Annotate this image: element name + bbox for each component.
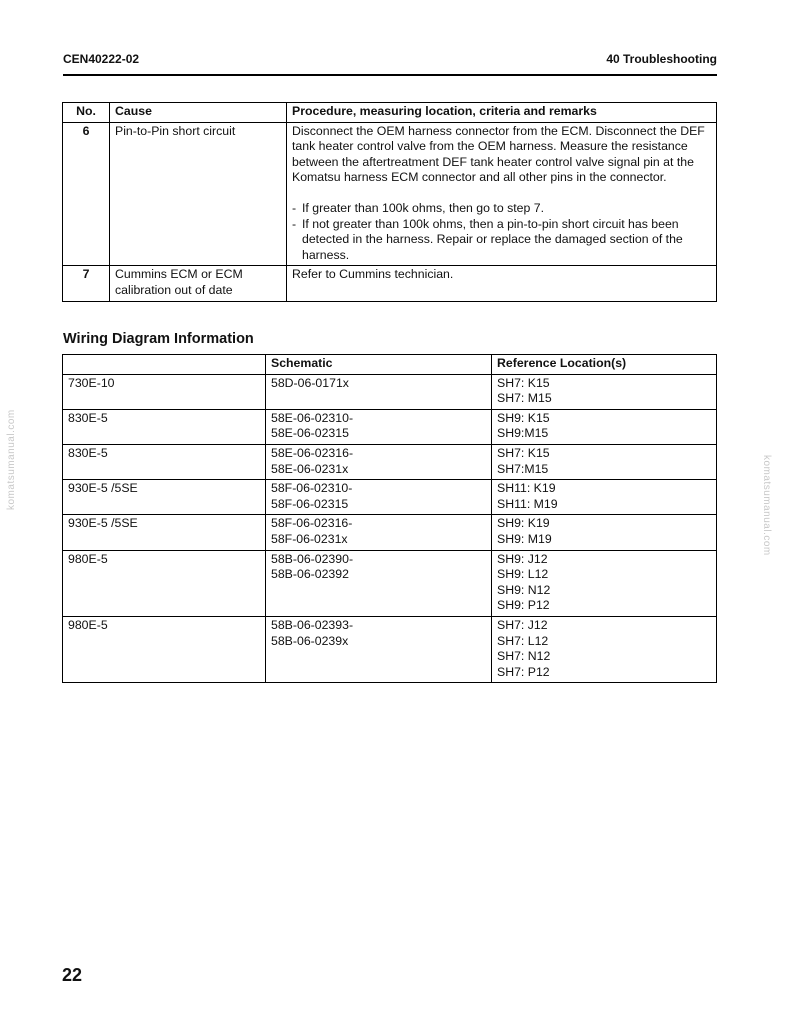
schematic-cell bbox=[266, 444, 492, 479]
reference-location: SH11: K19 bbox=[497, 481, 556, 496]
bullet-item bbox=[292, 201, 711, 217]
reference-cell bbox=[492, 515, 717, 550]
model-cell: 930E-5 /5SE bbox=[63, 480, 266, 515]
reference-cell bbox=[492, 480, 717, 515]
reference-cell bbox=[492, 550, 717, 616]
reference-location: SH9: M19 bbox=[497, 531, 552, 546]
bullet-text: If greater than 100k ohms, then go to step 7. bbox=[302, 200, 544, 215]
reference-location: SH7: N12 bbox=[497, 649, 551, 664]
bullet-text: If not greater than 100k ohms, then a pin-to-pin short circuit has been detected in the harness. Repair or replace the damaged section of the harness. bbox=[302, 216, 683, 262]
watermark-right: komatsumanual.com bbox=[761, 455, 772, 556]
reference-location: SH7: K15 bbox=[497, 445, 550, 460]
row-number: 7 bbox=[63, 266, 110, 301]
document-id: CEN40222-02 bbox=[63, 52, 140, 66]
column-header-cause: Cause bbox=[110, 103, 287, 123]
reference-location: SH7: J12 bbox=[497, 617, 548, 632]
column-header-no: No. bbox=[63, 103, 110, 123]
table-row bbox=[63, 444, 717, 479]
column-header-model bbox=[63, 355, 266, 375]
page-number: 22 bbox=[62, 965, 83, 985]
reference-location: SH7:M15 bbox=[497, 461, 549, 476]
reference-location: SH9: P12 bbox=[497, 598, 550, 613]
wiring-table-header-row bbox=[63, 355, 717, 375]
model-cell: 830E-5 bbox=[63, 409, 266, 444]
schematic-number: 58F-06-02315 bbox=[271, 496, 349, 511]
schematic-cell bbox=[266, 616, 492, 682]
reference-location: SH7: L12 bbox=[497, 633, 549, 648]
table-row bbox=[63, 374, 717, 409]
reference-location: SH7: M15 bbox=[497, 391, 552, 406]
schematic-number: 58D-06-0171x bbox=[271, 375, 349, 390]
table-row bbox=[63, 480, 717, 515]
reference-location: SH9:M15 bbox=[497, 426, 549, 441]
schematic-cell bbox=[266, 480, 492, 515]
reference-location: SH9: K15 bbox=[497, 410, 550, 425]
reference-cell bbox=[492, 409, 717, 444]
table-row bbox=[63, 409, 717, 444]
schematic-number: 58B-06-02392 bbox=[271, 567, 349, 582]
schematic-cell bbox=[266, 515, 492, 550]
schematic-number: 58E-06-02310- bbox=[271, 410, 354, 425]
procedure-text: Disconnect the OEM harness connector from the ECM. Disconnect the DEF tank heater control valve from the OEM harness. Measure the resistance between the aftertreatment DEF tank heater control valve signal pin at the Komatsu harness ECM connector and all other pins in the connector. bbox=[292, 123, 705, 185]
procedure-cell bbox=[287, 122, 717, 266]
schematic-number: 58E-06-02316- bbox=[271, 445, 354, 460]
schematic-number: 58F-06-02316- bbox=[271, 516, 353, 531]
reference-location: SH7: P12 bbox=[497, 664, 550, 679]
table-row bbox=[63, 616, 717, 682]
model-cell: 830E-5 bbox=[63, 444, 266, 479]
reference-cell bbox=[492, 374, 717, 409]
procedure-cell: Refer to Cummins technician. bbox=[287, 266, 717, 301]
cause-cell: Cummins ECM or ECM calibration out of date bbox=[110, 266, 287, 301]
reference-cell bbox=[492, 616, 717, 682]
schematic-number: 58F-06-0231x bbox=[271, 531, 348, 546]
reference-location: SH9: K19 bbox=[497, 516, 550, 531]
wiring-table bbox=[62, 354, 717, 683]
model-cell: 980E-5 bbox=[63, 550, 266, 616]
reference-cell bbox=[492, 444, 717, 479]
schematic-cell bbox=[266, 374, 492, 409]
bullet-item bbox=[292, 217, 711, 264]
schematic-number: 58B-06-0239x bbox=[271, 633, 349, 648]
reference-location: SH11: M19 bbox=[497, 496, 558, 511]
schematic-number: 58E-06-0231x bbox=[271, 461, 349, 476]
reference-location: SH9: L12 bbox=[497, 567, 549, 582]
reference-location: SH7: K15 bbox=[497, 375, 550, 390]
dash-marker: - bbox=[292, 200, 297, 215]
table-row bbox=[63, 122, 717, 266]
schematic-number: 58B-06-02393- bbox=[271, 617, 354, 632]
cause-cell: Pin-to-Pin short circuit bbox=[110, 122, 287, 266]
schematic-number: 58E-06-02315 bbox=[271, 426, 349, 441]
table-row bbox=[63, 266, 717, 301]
cause-table-header-row bbox=[63, 103, 717, 123]
column-header-reference: Reference Location(s) bbox=[492, 355, 717, 375]
table-row bbox=[63, 515, 717, 550]
reference-location: SH9: N12 bbox=[497, 582, 551, 597]
section-title-header: 40 Troubleshooting bbox=[606, 52, 717, 66]
wiring-table-body bbox=[63, 374, 717, 683]
model-cell: 930E-5 /5SE bbox=[63, 515, 266, 550]
model-cell: 730E-10 bbox=[63, 374, 266, 409]
cause-table bbox=[62, 102, 717, 302]
schematic-cell bbox=[266, 550, 492, 616]
row-number: 6 bbox=[63, 122, 110, 266]
model-cell: 980E-5 bbox=[63, 616, 266, 682]
reference-location: SH9: J12 bbox=[497, 551, 548, 566]
column-header-schematic: Schematic bbox=[266, 355, 492, 375]
schematic-number: 58B-06-02390- bbox=[271, 551, 354, 566]
column-header-procedure: Procedure, measuring location, criteria and remarks bbox=[287, 103, 717, 123]
table-row bbox=[63, 550, 717, 616]
watermark-left: komatsumanual.com bbox=[6, 409, 17, 510]
dash-marker: - bbox=[292, 216, 297, 231]
page-header bbox=[63, 52, 717, 76]
schematic-number: 58F-06-02310- bbox=[271, 481, 353, 496]
schematic-cell bbox=[266, 409, 492, 444]
wiring-section-title: Wiring Diagram Information bbox=[63, 331, 254, 347]
